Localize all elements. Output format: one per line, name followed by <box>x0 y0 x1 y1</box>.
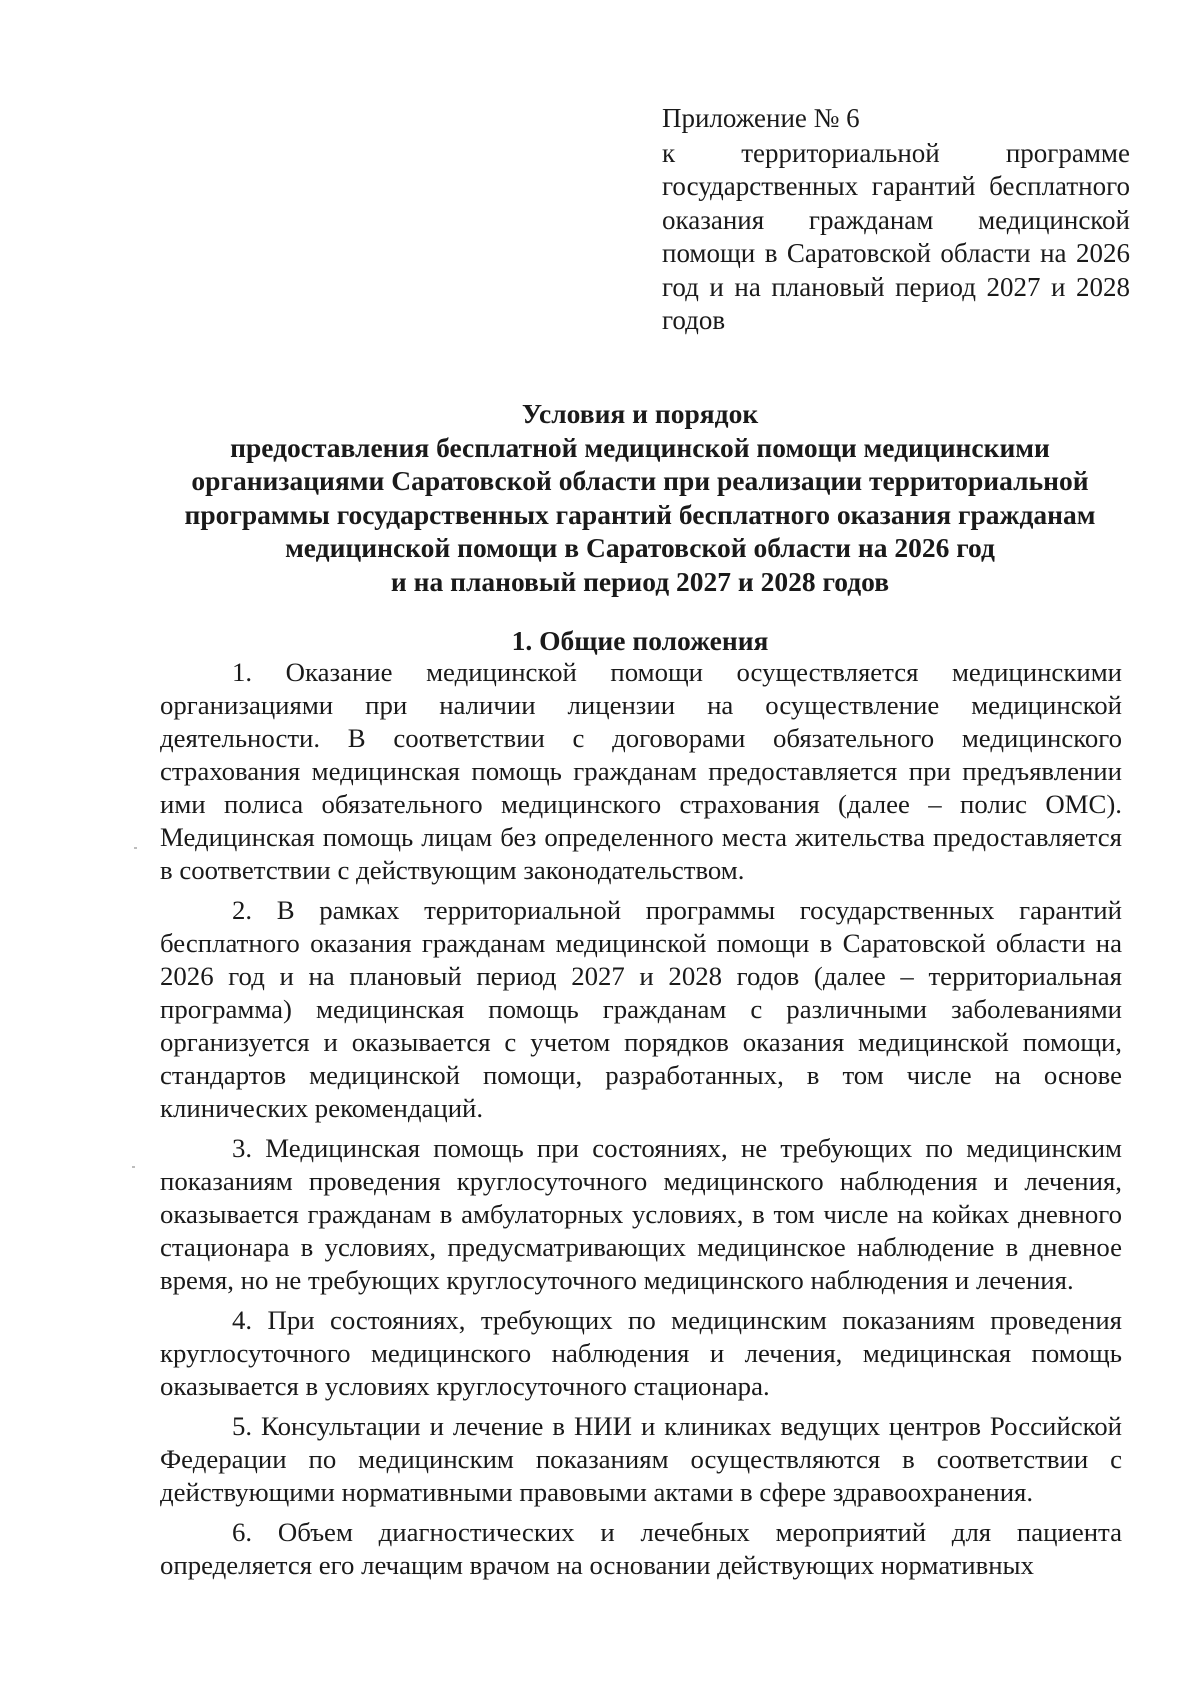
paragraph: 6. Объем диагностических и лечебных мероприятий для пациента определяется его лечащим врачом на основании действующих нормативных <box>160 1517 1122 1580</box>
paragraph: 3. Медицинская помощь при состояниях, не требующих по медицинским показаниям проведения круглосуточного медицинского наблюдения и лечения, оказывается гражданам в амбулаторных условиях, в том числе на койках дневного стационара в условиях, предусматривающих медицинское наблюдение в дневное время, но не требующих круглосуточного медицинского наблюдения и лечения. <box>160 1133 1122 1295</box>
paragraph: 1. Оказание медицинской помощи осуществляется медицинскими организациями при наличии лицензии на осуществление медицинской деятельности. В соответствии с договорами обязательного медицинского страхования медицинская помощь гражданам предоставляется при предъявлении ими полиса обязательного медицинского страхования (далее – полис ОМС). Медицинская помощь лицам без определенного места жительства предоставляется в соответствии с действующим законодательством. <box>160 657 1122 885</box>
appendix-text: к территориальной программе государственных гарантий бесплатного оказания гражданам медицинской помощи в Саратовской области на 2026 год и на плановый период 2027 и 2028 годов <box>662 137 1130 335</box>
document-title-line: организациями Саратовской области при реализации территориальной <box>191 465 1089 496</box>
document-body <box>160 656 1122 1589</box>
paragraph: 4. При состояниях, требующих по медицинским показаниям проведения круглосуточного медицинского наблюдения и лечения, медицинская помощь оказывается в условиях круглосуточного стационара. <box>160 1305 1122 1401</box>
paragraph: 5. Консультации и лечение в НИИ и клиниках ведущих центров Российской Федерации по медицинским показаниям осуществляются в соответствии с действующими нормативными правовыми актами в сфере здравоохранения. <box>160 1411 1122 1507</box>
paragraph: 2. В рамках территориальной программы государственных гарантий бесплатного оказания гражданам медицинской помощи в Саратовской области на 2026 год и на плановый период 2027 и 2028 годов (далее – территориальная программа) медицинская помощь гражданам с различными заболеваниями организуется и оказывается с учетом порядков оказания медицинской помощи, стандартов медицинской помощи, разработанных, в том числе на основе клинических рекомендаций. <box>160 895 1122 1123</box>
document-title <box>150 397 1130 598</box>
document-title-line: медицинской помощи в Саратовской области на 2026 год <box>285 532 995 563</box>
scan-speck <box>134 847 137 849</box>
appendix-header <box>662 102 1130 338</box>
document-title-line: Условия и порядок <box>521 398 759 429</box>
document-title-line: и на плановый период 2027 и 2028 годов <box>390 565 890 597</box>
document-title-line: программы государственных гарантий бесплатного оказания гражданам <box>184 498 1096 530</box>
scan-speck <box>132 1166 135 1168</box>
document-title-line: предоставления бесплатной медицинской помощи медицинскими <box>230 431 1050 463</box>
appendix-title: Приложение № 6 <box>662 103 860 133</box>
section-heading: 1. Общие положения <box>511 625 769 656</box>
